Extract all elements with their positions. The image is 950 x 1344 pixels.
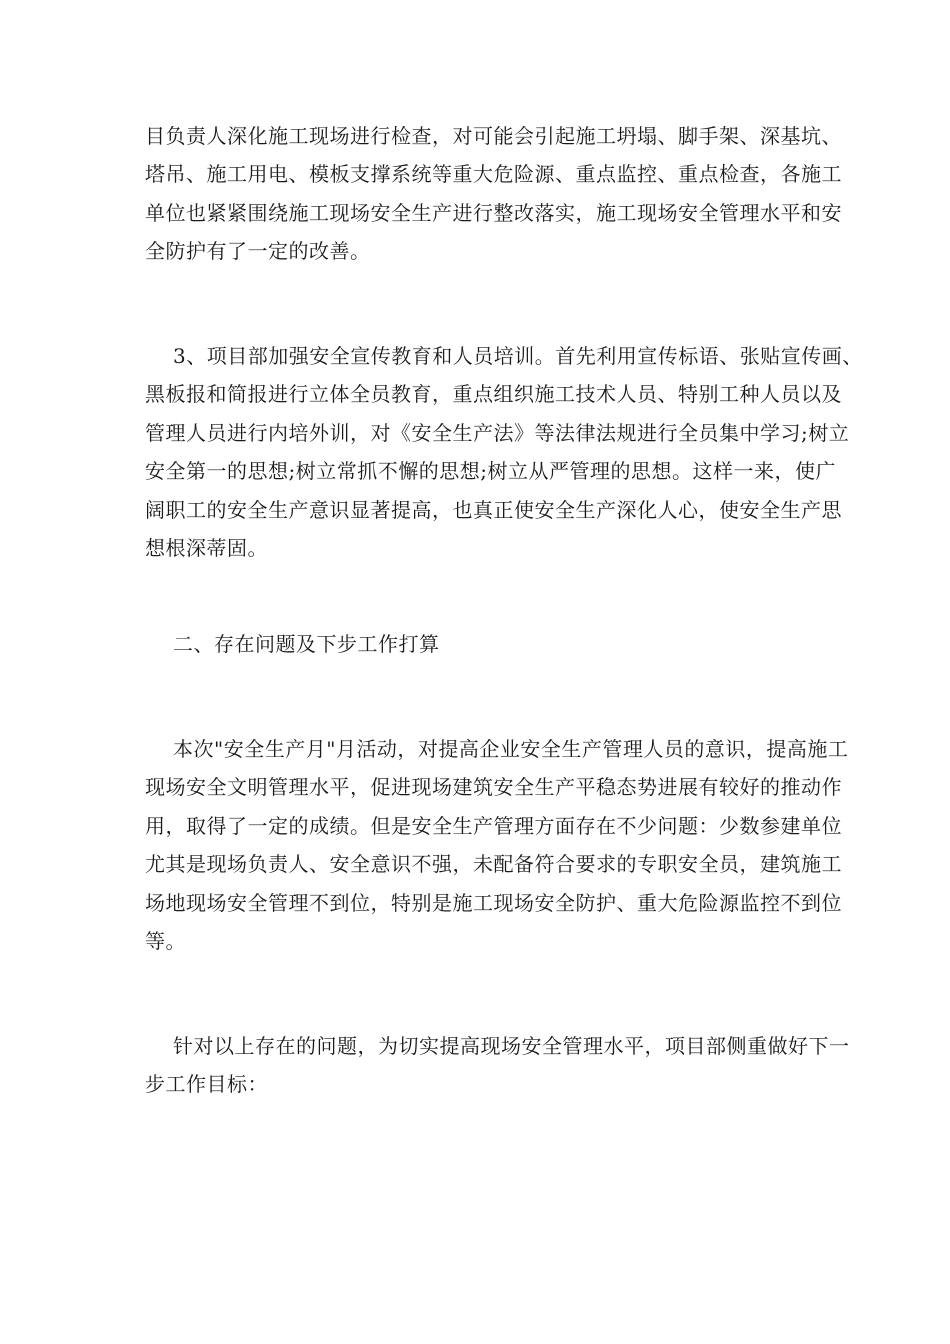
- paragraph-1-line-1: 目负责人深化施工现场进行检查，对可能会引起施工坍塌、脚手架、深基坑、: [145, 124, 842, 148]
- paragraph-2-line-6: 想根深蒂固。: [145, 536, 268, 560]
- paragraph-1-line-4: 全防护有了一定的改善。: [145, 239, 371, 263]
- paragraph-1-line-3: 单位也紧紧围绕施工现场安全生产进行整改落实，施工现场安全管理水平和安: [145, 201, 842, 225]
- paragraph-5-line-2: 步工作目标：: [145, 1072, 268, 1096]
- paragraph-4-line-1: 本次"安全生产月"月活动，对提高企业安全生产管理人员的意识，提高施工: [173, 737, 849, 761]
- paragraph-4-line-3: 用，取得了一定的成绩。但是安全生产管理方面存在不少问题：少数参建单位: [145, 814, 842, 838]
- paragraph-2-line-3: 管理人员进行内培外训，对《安全生产法》等法律法规进行全员集中学习;树立: [145, 421, 850, 445]
- paragraph-1-line-2: 塔吊、施工用电、模板支撑系统等重大危险源、重点监控、重点检查，各施工: [145, 162, 842, 186]
- paragraph-2-line-2: 黑板报和简报进行立体全员教育，重点组织施工技术人员、特别工种人员以及: [145, 382, 842, 406]
- section-heading: 二、存在问题及下步工作打算: [173, 632, 440, 656]
- paragraph-2-line-5: 阔职工的安全生产意识显著提高，也真正使安全生产深化人心，使安全生产思: [145, 498, 842, 522]
- paragraph-2-line-4: 安全第一的思想;树立常抓不懈的思想;树立从严管理的思想。这样一来，使广: [145, 459, 836, 483]
- paragraph-5-line-1: 针对以上存在的问题，为切实提高现场安全管理水平，项目部侧重做好下一: [173, 1034, 850, 1058]
- paragraph-4-line-4: 尤其是现场负责人、安全意识不强，未配备符合要求的专职安全员，建筑施工: [145, 852, 842, 876]
- paragraph-4-line-5: 场地现场安全管理不到位，特别是施工现场安全防护、重大危险源监控不到位: [145, 891, 842, 915]
- paragraph-2-line-1: 3、项目部加强安全宣传教育和人员培训。首先利用宣传标语、张贴宣传画、: [173, 344, 863, 368]
- paragraph-4-line-2: 现场安全文明管理水平，促进现场建筑安全生产平稳态势进展有较好的推动作: [145, 775, 842, 799]
- paragraph-4-line-6: 等。: [145, 929, 186, 953]
